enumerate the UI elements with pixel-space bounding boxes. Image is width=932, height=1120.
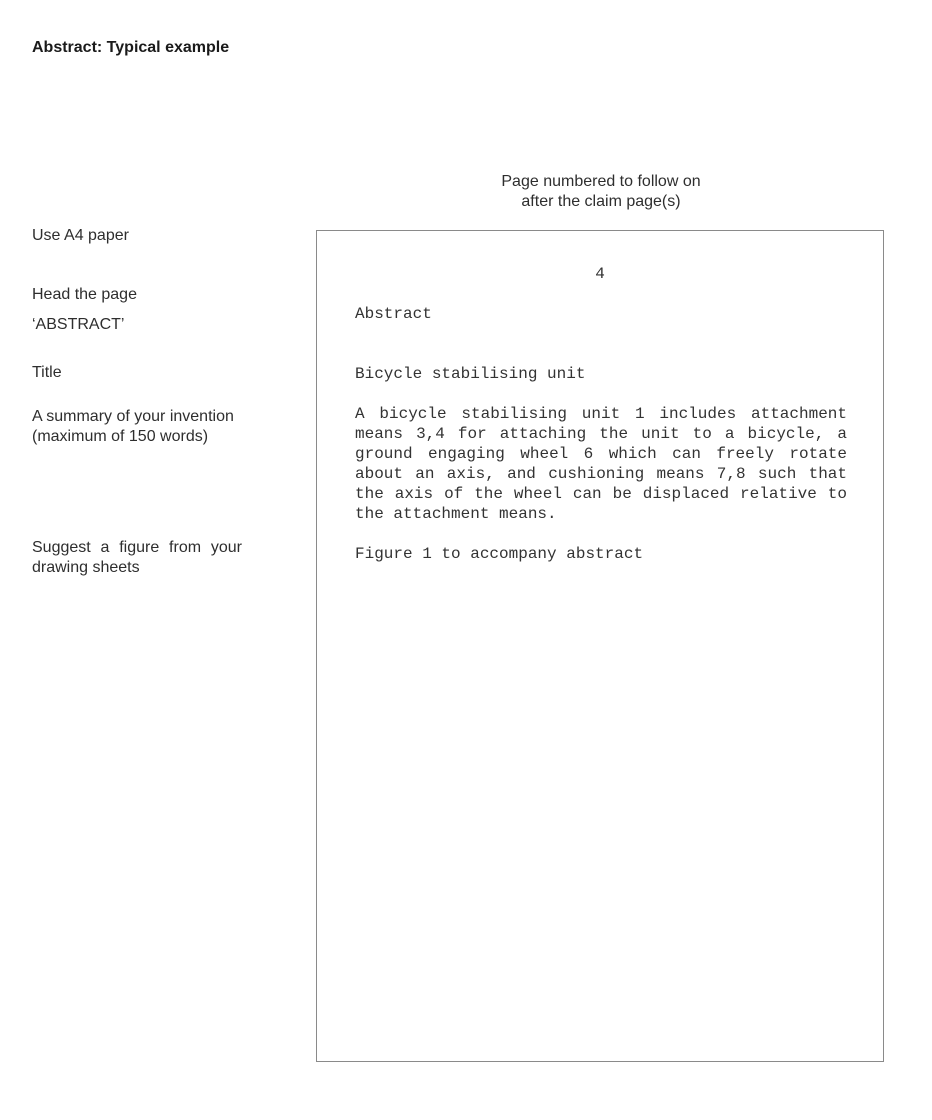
page-note-line-1: Page numbered to follow on [501,173,701,190]
label-title: Title [32,364,62,381]
sheet-summary: A bicycle stabilising unit 1 includes attachment means 3,4 for attaching the unit to a bicycle, a ground engaging wheel 6 which can freely rotate about an axis, and cushioning means 7,8 such that the axis of the wheel can be displaced relative to the attachment means. [355,405,847,523]
page-heading: Abstract: Typical example [32,39,230,56]
sheet-abstract-heading: Abstract [355,305,432,323]
a4-sheet [316,230,884,1062]
sheet-title: Bicycle stabilising unit [355,365,586,383]
label-head-the-page: Head the page [32,286,137,303]
label-summary: A summary of your invention (maximum of 150 words) [32,408,234,445]
page-note-line-2: after the claim page(s) [521,193,681,210]
label-figure: Suggest a figure from your drawing sheets [32,539,242,576]
page-number-note [316,172,886,212]
label-use-a4-paper: Use A4 paper [32,227,129,244]
sheet-page-number: 4 [595,265,605,283]
sheet-figure-note: Figure 1 to accompany abstract [355,545,644,563]
label-abstract-heading: ‘ABSTRACT’ [32,316,125,333]
